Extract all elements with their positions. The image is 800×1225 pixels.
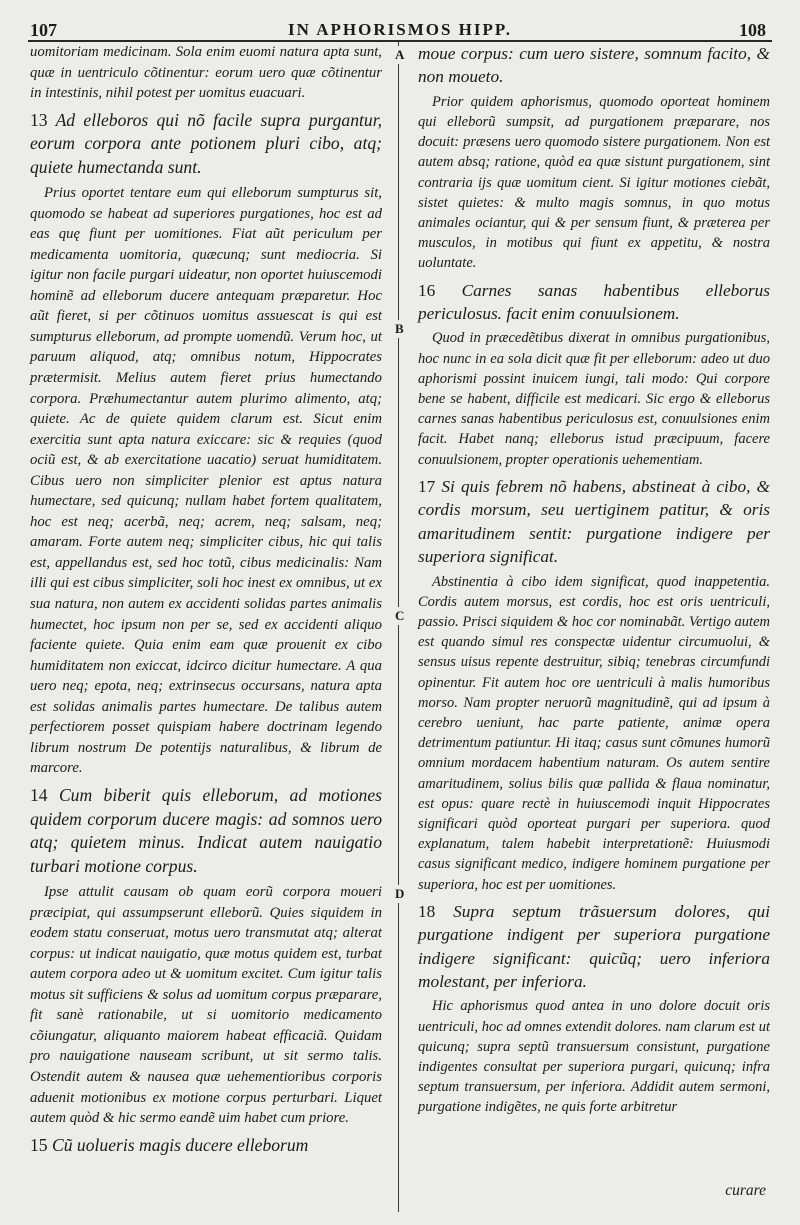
left-page-number: 107 — [30, 20, 57, 40]
aphorism-16 — [418, 279, 770, 326]
commentary-paragraph: uomitoriam medicinam. Sola enim euomi natura apta sunt, quæ in uentriculo cõtinentur: eorum uero quæ cõtinentur in intestinis, nihil potest per uomitus euacuari. — [30, 44, 382, 102]
catchword: curare — [725, 1182, 766, 1199]
aphorism-continuation: moue corpus: cum uero sistere, somnum facito, & non moueto. — [418, 44, 770, 87]
column-divider — [398, 42, 399, 1212]
aphorism-text: Cũ uolueris magis ducere elleborum — [52, 1134, 309, 1155]
aphorism-13 — [30, 109, 382, 180]
aphorism-number: 13 — [30, 109, 48, 130]
aphorism-number: 17 — [418, 476, 436, 496]
right-column — [418, 42, 770, 1118]
margin-letter-b: B — [395, 321, 404, 336]
aphorism-text: Si quis febrem nõ habens, abstineat à cibo, & cordis morsum, seu uertiginem patitur, & oris amaritudinem sentit: purgatione indigere per superiora significat. — [418, 476, 770, 567]
commentary-paragraph: Abstinentia à cibo idem significat, quod inappetentia. Cordis autem morsus, est cordis, hoc est oris uentriculi, passio. Prisci siquidem & hoc cor nominabãt. Vertigo autem est quando simul res conspectæ uidentur circumuolui, & sensus uisus repente destruitur, sibiq; tenebras circumfundi opinentur. Fit autem hoc ore uentriculi à malis humoribus morso. Nam propter neruorũ magnitudinẽ, qui ad ipsum à cerebro ueniunt, hac parte patiente, animæ opera detrimentum patiuntur. Hi itaq; casus sunt cõmunes humorũ omnium mordacem habentium naturam. Os autem sentire amaritudinem, solius bilis quæ pallida & flaua nominatur, est opus: quare rectè in huiuscemodi inquit Hippocrates significari quòd oporteat purgari per superiora. quod explanatum, talem habebit interpretationẽ: Huiusmodi casus significant medico, indigere hominem purgatione per superiora, hoc est per uomitiones. — [418, 573, 770, 893]
aphorism-text: Carnes sanas habentibus elleborus periculosus. facit enim conuulsionem. — [418, 280, 770, 324]
aphorism-17 — [418, 475, 770, 569]
commentary-paragraph: Prius oportet tentare eum qui elleborum sumpturus sit, quomodo se habeat ad superiores purgationes, hoc est ad eas quę fiunt per uomitiones. Fiat aũt periculum per medicamenta uomitoria, quæcunq; sunt mediocria. Si igitur non facile purgari uideatur, non oportet huiuscemodi hominẽ ad elleborum ducere antequam præparetur. Hoc aũt fieret, si per cõtinuos uomitus assuescat is qui est sumpturus elleborum, ad prompte uomendũ. Verum hoc, ut paruum aliquod, atq; omnibus notum, Hippocrates prætermisit. Melius autem fieret prius humectando corpora. Præhumectantur autem plurimo alimento, atq; quiete. Ac de quiete quidem clarum est. Sicut enim exercitia sunt apta natura exiccare: sic & requies (quod ociũ est, & ab exercitatione uacatio) seruat humiditatem. Cibus uero non simpliciter plenior est aptus natura humectare, sed quicunq; nullam habet fortem qualitatem, hoc est neq; acerbã, neq; acrem, neq; salsam, neq; amaram. Forte autem neq; simpliciter cibus, hic qui talis est, appellandus est, sed hoc totũ, cibus medicinalis: Nam illi qui est cibus simpliciter, soli hoc inest ex omnibus, ut ex sua natura, non autem ex accidenti solidas partes animalis humectet, hoc ipsum non per se, sed ex accidenti aliquo faciente quiete. Quia enim eam quæ prouenit ex cibo humiditatem non exiccat, idcirco dicitur humectare. A qua uero neq; epota, neq; extrinsecus occursans, natura apta est solidas animalis partes humectare. De talibus autem perfectiorem posset quispiam habere doctrinam legendo librum nostrum De potentijs naturalibus, & librum de marcore. — [30, 185, 382, 777]
aphorism-text: Supra septum trãsuersum dolores, qui purgatione indigent per superiora purgatione indigere significant: quicũq; uero inferiora molestant, per inferiora. — [418, 901, 771, 991]
running-header — [0, 14, 800, 42]
commentary-paragraph: Hic aphorismus quod antea in uno dolore docuit oris uentriculi, hoc ad omnes extendit dolores. nam clarum est ut quicunq; supra septũ transuersum consistunt, purgatione indigentes consultat per superiora purgari, quicunq; infra septum transuersum, per inferiora. Addidit autem sermoni, purgatione indigẽtes, ne quis forte arbitretur — [418, 998, 770, 1116]
running-title: IN APHORISMOS HIPP. — [288, 20, 512, 39]
aphorism-number: 18 — [418, 901, 436, 921]
commentary-paragraph: Prior quidem aphorismus, quomodo oporteat hominem qui elleborũ sumpsit, ad purgationem præparare, nos docuit: præsens uero quomodo sistere purgationem. Non est autem absq; ratione, quòd ea quæ sistunt purgationem, sint contraria ijs quæ uomitum cient. Si igitur motiones ciebãt, sistet quietes: & multo magis somnus, in quo motus animales ociantur, qui & per sensum fiunt, & præterea per musculos, in motibus qui fiunt ex appetitu, & nostra uoluntate. — [418, 93, 770, 272]
margin-letter-a: A — [395, 47, 405, 62]
aphorism-15 — [30, 1134, 382, 1158]
right-page-number: 108 — [739, 20, 766, 40]
aphorism-18 — [418, 900, 770, 994]
aphorism-number: 16 — [418, 280, 436, 300]
margin-letter-d: D — [395, 886, 405, 901]
aphorism-text: Cum biberit quis elleborum, ad motiones quidem corporum ducere magis: ad somnos uero atq; quietem minus. Indicat autem nauigatio turbari motione corpus. — [30, 784, 382, 877]
aphorism-number: 14 — [30, 784, 48, 805]
margin-letter-c: C — [395, 608, 405, 623]
aphorism-14 — [30, 784, 382, 879]
commentary-paragraph: Ipse attulit causam ob quam eorũ corpora moueri præcipiat, qui assumpserunt elleborũ. Quies siquidem in eodem statu conseruat, motus uero transmutat atq; alterat corpus: ut indicat nauigatio, quæ motus quidem est, turbat autem corpora adeo ut & uomitum excitet. Cum igitur talis motus sit sufficiens & solus ad uomitum corpus præparare, fit sanè rationabile, ut si uomitorio medicamento cõiungatur, aliquanto maiorem habeat efficaciã. Quidam pro nauigatione nauseam scribunt, ut sit sermo talis. Ostendit autem & nausea quæ uehementioribus corporis aduenit motionibus ex motione corpus perturbari. Liquet autem quòd & hic sermo eandẽ uim habet cum priore. — [30, 884, 382, 1127]
aphorism-number: 15 — [30, 1134, 48, 1155]
commentary-paragraph: Quod in præcedẽtibus dixerat in omnibus purgationibus, hoc nunc in ea sola dicit quæ fit per elleborum: adeo ut duo aphorismi possint inuicem iungi, tali modo: Qui corpore bene se habent, difficile est medicari. Sic ergo & elleborus carnes sanas habentibus periculosus est, conuulsiones enim facit. Habet nanq; elleborus istud præcipuum, facere conuulsionem, propter operationis uehementiam. — [418, 330, 770, 468]
aphorism-text: Ad elleboros qui nõ facile supra purgantur, eorum corpora ante potionem pluri cibo, atq; quiete humectanda sunt. — [30, 109, 382, 178]
left-column — [30, 42, 382, 1160]
